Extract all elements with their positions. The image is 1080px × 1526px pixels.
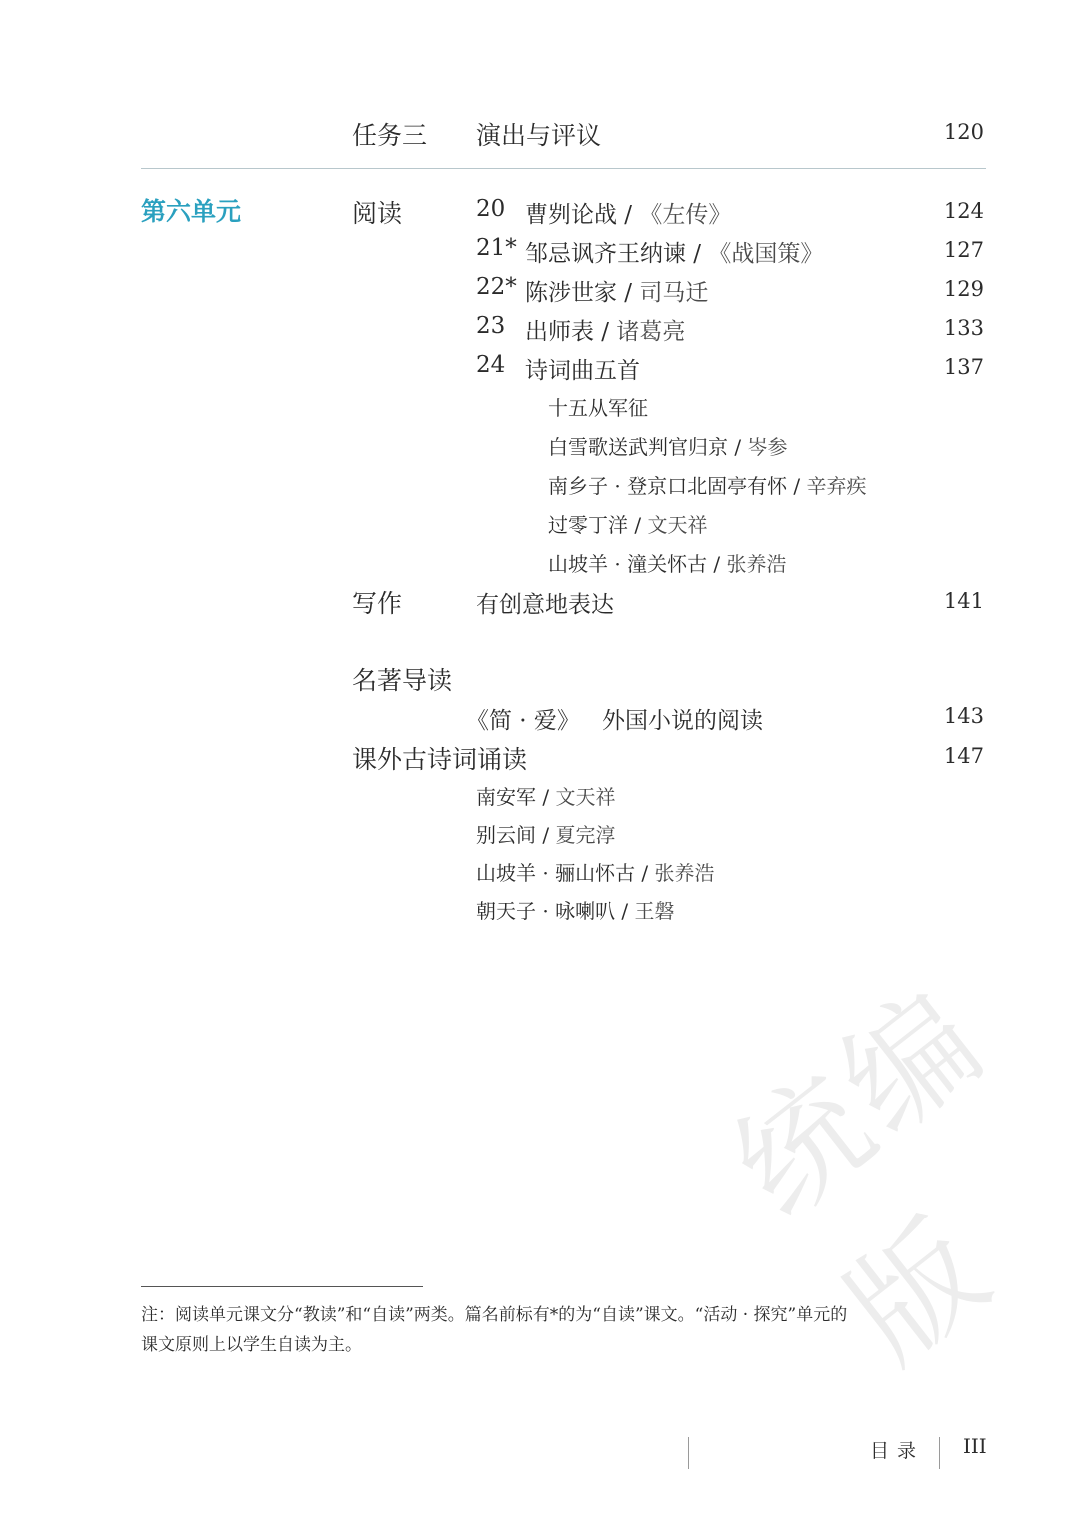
lesson-title (525, 196, 731, 229)
separator: / (635, 861, 655, 885)
page-number: 141 (943, 589, 984, 613)
lesson-author: 司马迁 (639, 280, 709, 306)
lesson-number: 22* (476, 274, 517, 300)
page-number: 129 (943, 277, 984, 301)
separator: / (536, 823, 556, 847)
poem-title: 南乡子 · 登京口北固亭有怀 (548, 474, 788, 498)
separator: / (686, 241, 709, 267)
page-number: 133 (943, 316, 984, 340)
lesson-title (525, 352, 640, 385)
lesson-title-text: 诗词曲五首 (525, 358, 640, 384)
lesson-number: 23 (476, 313, 506, 339)
section-divider (141, 168, 986, 169)
writing-title: 有创意地表达 (476, 592, 614, 618)
lesson-number: 20 (476, 196, 506, 222)
poem-title: 山坡羊 · 骊山怀古 (476, 861, 636, 885)
footer-label: 目录 (870, 1440, 925, 1462)
separator: / (707, 552, 727, 576)
page-number: 137 (943, 355, 984, 379)
page-number: 124 (943, 199, 984, 223)
footer-page-number: III (963, 1434, 987, 1458)
separator: / (787, 474, 807, 498)
page-number: 120 (943, 120, 984, 144)
extra-poem-item (476, 857, 715, 886)
poem-title: 山坡羊 · 潼关怀古 (548, 552, 708, 576)
section-reading: 阅读 (352, 199, 403, 228)
footnote-rule (141, 1286, 423, 1287)
lesson-author: 《左传》 (639, 202, 732, 228)
footer-divider (939, 1437, 940, 1469)
lesson-title (525, 313, 685, 346)
unit-title: 第六单元 (141, 197, 242, 226)
watermark: 统编版 (707, 960, 1021, 1391)
poem-item (548, 509, 707, 538)
poem-author: 文天祥 (647, 513, 708, 537)
poem-author: 辛弃疾 (806, 474, 867, 498)
separator: / (617, 202, 640, 228)
poem-author: 王磐 (634, 899, 675, 923)
page-number: 147 (943, 744, 984, 768)
extra-poem-item (476, 819, 615, 848)
lesson-author: 诸葛亮 (616, 319, 686, 345)
poem-title: 别云间 (476, 823, 536, 847)
poem-item (548, 431, 787, 460)
poem-title: 十五从军征 (548, 396, 648, 420)
lesson-title-text: 曹刿论战 (525, 202, 617, 228)
poem-author: 文天祥 (555, 785, 616, 809)
extra-poem-item (476, 781, 615, 810)
poem-title: 南安军 (476, 785, 536, 809)
poem-author: 张养浩 (726, 552, 787, 576)
lesson-title-text: 陈涉世家 (525, 280, 617, 306)
footnote-line-2: 课文原则上以学生自读为主。 (141, 1335, 362, 1355)
poem-item (548, 548, 787, 577)
separator: / (617, 280, 640, 306)
lesson-title-text: 出师表 (525, 319, 594, 345)
separator: / (536, 785, 556, 809)
section-extra: 课外古诗词诵读 (352, 745, 528, 774)
footnote-line-1: 注：阅读单元课文分“教读”和“自读”两类。篇名前标有*的为“自读”课文。“活动 · 探究”单元的 (141, 1305, 848, 1325)
classics-topic: 外国小说的阅读 (602, 708, 763, 734)
poem-author: 夏完淳 (555, 823, 616, 847)
lesson-number: 21* (476, 235, 517, 261)
task-title: 演出与评议 (476, 121, 602, 150)
task-label: 任务三 (352, 121, 428, 150)
poem-title: 过零丁洋 (548, 513, 628, 537)
poem-item (548, 392, 648, 421)
lesson-author: 《战国策》 (708, 241, 824, 267)
footer-divider (688, 1437, 689, 1469)
separator: / (615, 899, 635, 923)
page-number: 143 (943, 704, 984, 728)
lesson-number: 24 (476, 352, 506, 378)
lesson-title (525, 235, 823, 268)
extra-poem-item (476, 895, 675, 924)
poem-title: 朝天子 · 咏喇叭 (476, 899, 616, 923)
section-classics: 名著导读 (352, 666, 453, 695)
poem-author: 张养浩 (654, 861, 715, 885)
separator: / (628, 513, 648, 537)
lesson-title-text: 邹忌讽齐王纳谏 (525, 241, 686, 267)
poem-item (548, 470, 867, 499)
separator: / (728, 435, 748, 459)
page-number: 127 (943, 238, 984, 262)
separator: / (594, 319, 617, 345)
lesson-title (525, 274, 708, 307)
poem-title: 白雪歌送武判官归京 (548, 435, 728, 459)
classics-book: 《简 · 爱》 (466, 708, 580, 734)
section-writing: 写作 (352, 589, 403, 618)
poem-author: 岑参 (747, 435, 788, 459)
